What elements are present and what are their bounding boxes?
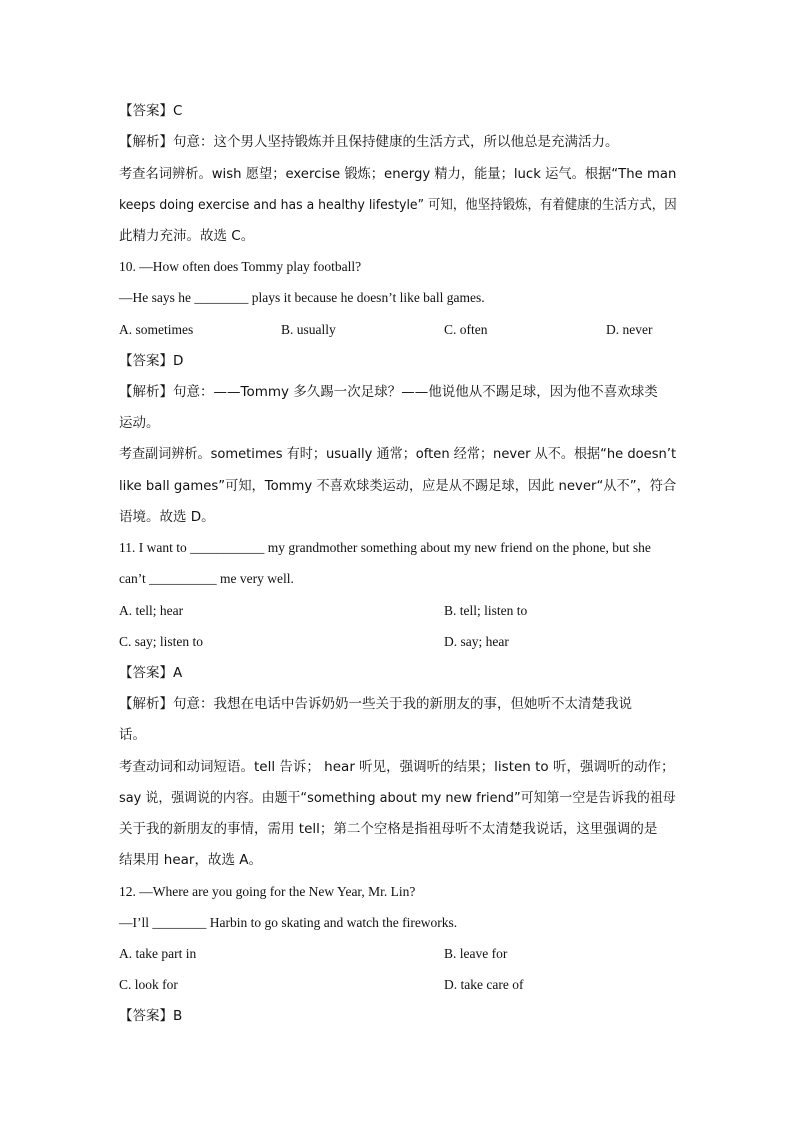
question-10-line-2: —He says he ________ plays it because he doesn’t like ball games. [119, 290, 485, 305]
question-11-option-a: A. tell; hear [119, 603, 184, 618]
explanation-10-line-2: 运动。 [119, 415, 160, 431]
explanation-10-line-5: 语境。故选 D。 [119, 509, 215, 525]
explanation-10-line-1: 【解析】句意：——Tommy 多久踢一次足球？——他说他从不踢足球，因为他不喜欢球类 [119, 384, 658, 400]
question-11-option-c: C. say; listen to [119, 634, 203, 649]
explanation-11-line-6: 结果用 hear，故选 A。 [119, 852, 263, 868]
explanation-9-line-4: 此精力充沛。故选 C。 [119, 228, 255, 244]
question-12-option-b: B. leave for [444, 946, 508, 961]
question-12-line-2: —I’ll ________ Harbin to go skating and watch the fireworks. [119, 915, 458, 930]
explanation-11-line-1: 【解析】句意：我想在电话中告诉奶奶一些关于我的新朋友的事，但她听不太清楚我说 [119, 696, 632, 712]
question-12-option-c: C. look for [119, 977, 178, 992]
explanation-10-line-3: 考查副词辨析。sometimes 有时；usually 通常；often 经常；never 从不。根据“he doesn’t [119, 446, 677, 462]
explanation-11-line-5: 关于我的新朋友的事情，需用 tell；第二个空格是指祖母听不太清楚我说话，这里强调的是 [119, 821, 658, 837]
answer-9: 【答案】C [119, 103, 183, 119]
answer-12: 【答案】B [119, 1008, 183, 1024]
explanation-11-line-3: 考查动词和动词短语。tell 告诉； hear 听见，强调听的结果；listen to 听，强调听的动作； [119, 759, 675, 775]
explanation-9-line-1: 【解析】句意：这个男人坚持锻炼并且保持健康的生活方式，所以他总是充满活力。 [119, 134, 619, 150]
question-12-option-a: A. take part in [119, 946, 197, 961]
question-11-option-b: B. tell; listen to [444, 603, 528, 618]
question-10-option-b: B. usually [281, 322, 336, 337]
question-12-line-1: 12. —Where are you going for the New Year, Mr. Lin? [119, 884, 416, 899]
answer-11: 【答案】A [119, 665, 183, 681]
answer-10: 【答案】D [119, 353, 184, 369]
explanation-9-line-2: 考查名词辨析。wish 愿望；exercise 锻炼；energy 精力，能量；luck 运气。根据“The man [119, 166, 677, 182]
question-10-option-c: C. often [444, 322, 488, 337]
explanation-10-line-4: like ball games”可知，Tommy 不喜欢球类运动，应是从不踢足球，因此 never“从不”，符合 [119, 478, 677, 494]
explanation-11-line-2: 话。 [119, 727, 146, 743]
question-11-line-1: 11. I want to ___________ my grandmother something about my new friend on the phone, but she [119, 540, 651, 555]
explanation-11-line-4: say 说，强调说的内容。由题干“something about my new friend”可知第一空是告诉我的祖母 [119, 790, 676, 806]
question-10-option-a: A. sometimes [119, 322, 194, 337]
question-11-line-2: can’t __________ me very well. [119, 571, 294, 586]
question-10-option-d: D. never [606, 322, 653, 337]
question-12-option-d: D. take care of [444, 977, 524, 992]
question-10-line-1: 10. —How often does Tommy play football? [119, 259, 362, 274]
explanation-9-line-3: keeps doing exercise and has a healthy lifestyle” 可知，他坚持锻炼，有着健康的生活方式，因 [119, 197, 677, 213]
question-11-option-d: D. say; hear [444, 634, 509, 649]
